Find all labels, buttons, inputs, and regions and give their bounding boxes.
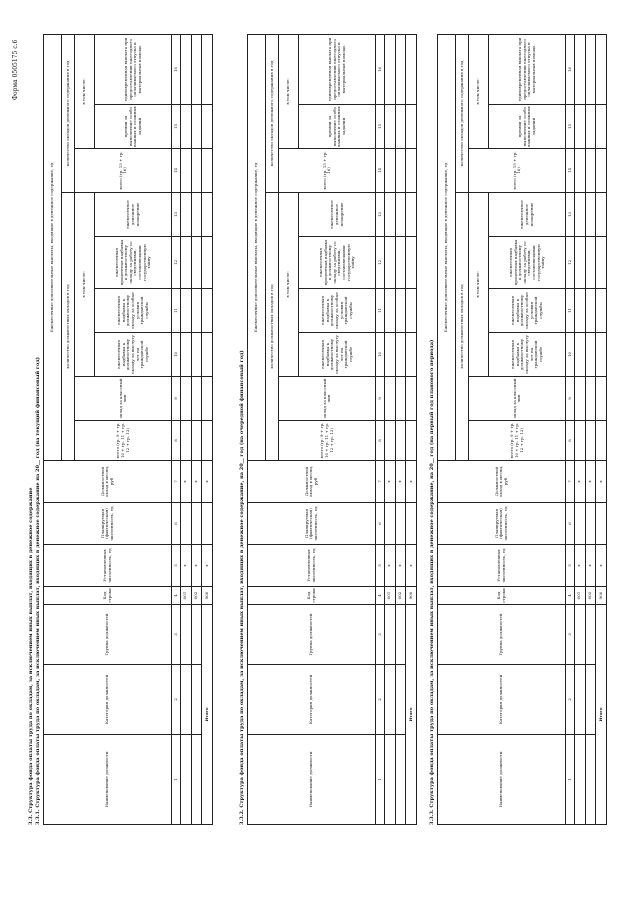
row-code: 900	[406, 587, 417, 605]
x-mark-cell: x	[180, 461, 191, 503]
section-3-3-3	[422, 37, 607, 825]
column-number: 10	[172, 333, 180, 377]
x-mark-cell: x	[202, 461, 213, 503]
empty-cell	[180, 34, 191, 104]
empty-cell	[191, 665, 202, 735]
empty-cell	[574, 333, 585, 377]
col-special-header: ежемесячная надбавка к должностному окладу за особые условия гражданской службы	[489, 289, 566, 333]
col-name-header: Наименование должности	[44, 735, 172, 825]
col-salary-header: Должностной оклад в месяц, руб	[438, 461, 566, 503]
column-number: 10	[376, 333, 384, 377]
empty-cell	[191, 605, 202, 665]
empty-cell	[202, 421, 213, 461]
column-number: 16	[172, 34, 180, 104]
column-number: 13	[566, 193, 574, 237]
quantity-salaries-header: количество должностных окладов в год	[61, 193, 74, 461]
section-heading: 3.3. Структура фонда оплаты труда по окладам, за исключением иных выплат, входящих в денежное содержание	[28, 487, 34, 825]
empty-cell	[574, 735, 585, 825]
empty-cell	[395, 421, 406, 461]
col-established-header: Установленная численность, ед	[438, 545, 566, 587]
empty-cell	[574, 605, 585, 665]
column-number: 2	[376, 665, 384, 735]
empty-cell	[180, 421, 191, 461]
empty-cell	[395, 105, 406, 149]
section-subheading: 3.3.3. Структура фонда оплаты труда по окладам, за исключением иных выплат, входящих в денежное содержание, на 20__ год (на первый год планового периода)	[429, 339, 435, 825]
empty-cell	[585, 377, 596, 421]
empty-cell	[596, 333, 607, 377]
col-planned-header: Планируемая (фактическая) численность, ед	[438, 503, 566, 545]
empty-cell	[191, 193, 202, 237]
empty-cell	[574, 149, 585, 193]
section-subheading: 3.3.2. Структура фонда оплаты труда по окладам, за исключением иных выплат, входящих в денежное содержание, на 20__ год (на очередной финансовый год)	[239, 350, 245, 825]
empty-cell	[406, 34, 417, 104]
empty-cell	[384, 377, 395, 421]
empty-cell	[384, 237, 395, 289]
empty-cell	[202, 237, 213, 289]
row-code: 001	[180, 587, 191, 605]
empty-cell	[191, 333, 202, 377]
column-number: 6	[376, 503, 384, 545]
in-that-header-b: в том числе:	[74, 34, 94, 148]
column-number: 7	[172, 461, 180, 503]
col-material-header: единовременная выплата при предоставлении ежегодного оплачиваемого отпуска и материальная помощь	[95, 34, 172, 104]
empty-cell	[406, 149, 417, 193]
column-number: 3	[172, 605, 180, 665]
col-special-header: ежемесячная надбавка к должностному окладу за особые условия гражданской службы	[299, 289, 376, 333]
empty-cell	[180, 237, 191, 289]
empty-cell	[585, 149, 596, 193]
empty-cell	[384, 34, 395, 104]
column-number: 16	[566, 34, 574, 104]
empty-cell	[180, 289, 191, 333]
x-mark-cell: x	[191, 545, 202, 587]
column-number: 12	[566, 237, 574, 289]
x-mark-cell: x	[191, 461, 202, 503]
empty-cell	[202, 105, 213, 149]
empty-cell	[202, 503, 213, 545]
empty-cell	[585, 105, 596, 149]
empty-cell	[596, 503, 607, 545]
total-label: Итого	[596, 605, 607, 825]
empty-cell	[191, 377, 202, 421]
empty-cell	[406, 503, 417, 545]
col-bonus-header: ежемесячное денежное поощрение	[299, 193, 376, 237]
x-mark-cell: x	[202, 545, 213, 587]
col-category-header: Категория должностей	[44, 665, 172, 735]
empty-cell	[574, 503, 585, 545]
col-group-header: Группа должностей	[438, 605, 566, 665]
x-mark-cell: x	[384, 545, 395, 587]
empty-cell	[395, 605, 406, 665]
empty-cell	[585, 289, 596, 333]
empty-cell	[191, 503, 202, 545]
column-number: 9	[172, 377, 180, 421]
column-number: 5	[376, 545, 384, 587]
column-number: 13	[376, 193, 384, 237]
empty-cell	[596, 421, 607, 461]
empty-cell	[191, 289, 202, 333]
col-class-header: оклад за классный чин	[74, 377, 172, 421]
empty-cell	[191, 735, 202, 825]
x-mark-cell: x	[596, 545, 607, 587]
empty-cell	[395, 237, 406, 289]
x-mark-cell: x	[406, 545, 417, 587]
empty-cell	[395, 333, 406, 377]
column-number: 1	[376, 735, 384, 825]
row-code: 002	[395, 587, 406, 605]
empty-cell	[406, 193, 417, 237]
col-established-header: Установленная численность, ед	[248, 545, 376, 587]
empty-cell	[574, 421, 585, 461]
col-code-header: Код строки	[438, 587, 566, 605]
empty-cell	[574, 193, 585, 237]
empty-cell	[384, 421, 395, 461]
empty-cell	[191, 237, 202, 289]
quantity-salaries-header: количество должностных окладов в год	[455, 193, 468, 461]
col-total-b-header: всего (гр. 15 + гр. 16)	[278, 149, 376, 193]
col-total-a-header: всего (гр. 9 + гр. 10 + гр. 11 + гр. 12 + гр. 13)	[278, 421, 376, 461]
row-code: 900	[202, 587, 213, 605]
salary-structure-table	[43, 34, 213, 825]
empty-cell	[191, 149, 202, 193]
col-special-header: ежемесячная надбавка к должностному окладу за особые условия гражданской службы	[95, 289, 172, 333]
column-number: 14	[172, 149, 180, 193]
empty-cell	[180, 605, 191, 665]
empty-cell	[395, 193, 406, 237]
quantity-extra-header: количество окладов денежного содержания в год	[265, 34, 278, 192]
empty-cell	[596, 105, 607, 149]
col-code-header: Код строки	[248, 587, 376, 605]
column-number: 12	[376, 237, 384, 289]
column-number: 15	[376, 105, 384, 149]
empty-cell	[585, 34, 596, 104]
column-number: 14	[376, 149, 384, 193]
column-number: 8	[376, 421, 384, 461]
x-mark-cell: x	[585, 461, 596, 503]
col-salary-header: Должностной оклад в месяц, руб	[44, 461, 172, 503]
empty-cell	[180, 105, 191, 149]
extra-payments-group-header: Ежемесячные дополнительные выплаты, входящие в денежное содержание, ед	[248, 34, 266, 460]
col-name-header: Наименование должности	[438, 735, 566, 825]
empty-cell	[384, 503, 395, 545]
x-mark-cell: x	[395, 545, 406, 587]
salary-structure-table	[247, 34, 417, 825]
col-total-b-header: всего (гр. 15 + гр. 16)	[74, 149, 172, 193]
quantity-extra-header: количество окладов денежного содержания в год	[455, 34, 468, 192]
empty-cell	[395, 34, 406, 104]
column-number: 11	[566, 289, 574, 333]
col-premium-header: премии за выполнение особо важных и сложных заданий	[95, 105, 172, 149]
empty-cell	[384, 105, 395, 149]
row-code: 001	[574, 587, 585, 605]
empty-cell	[406, 421, 417, 461]
empty-cell	[202, 289, 213, 333]
col-secret-header: ежемесячная процентная надбавка к должностному окладу за работу со сведениями, составляющими государственную тайну	[95, 237, 172, 289]
x-mark-cell: x	[395, 461, 406, 503]
empty-cell	[191, 34, 202, 104]
col-group-header: Группа должностей	[248, 605, 376, 665]
col-category-header: Категория должностей	[248, 665, 376, 735]
in-that-header: в том числе:	[74, 193, 94, 377]
col-class-header: оклад за классный чин	[278, 377, 376, 421]
empty-cell	[406, 333, 417, 377]
empty-cell	[406, 377, 417, 421]
section-3-3-1	[28, 37, 213, 825]
empty-cell	[180, 193, 191, 237]
empty-cell	[585, 503, 596, 545]
empty-cell	[191, 421, 202, 461]
col-seniority-header: ежемесячная надбавка к должностному окладу за выслугу лет на гражданской службе	[95, 333, 172, 377]
empty-cell	[384, 735, 395, 825]
quantity-salaries-header: количество должностных окладов в год	[265, 193, 278, 461]
empty-cell	[585, 735, 596, 825]
row-code: 001	[384, 587, 395, 605]
salary-structure-table	[437, 34, 607, 825]
empty-cell	[395, 149, 406, 193]
x-mark-cell: x	[574, 461, 585, 503]
empty-cell	[180, 333, 191, 377]
column-number: 14	[566, 149, 574, 193]
empty-cell	[574, 34, 585, 104]
column-number: 9	[376, 377, 384, 421]
column-number: 8	[566, 421, 574, 461]
col-name-header: Наименование должности	[248, 735, 376, 825]
empty-cell	[585, 193, 596, 237]
empty-cell	[384, 333, 395, 377]
empty-cell	[384, 289, 395, 333]
column-number: 8	[172, 421, 180, 461]
empty-cell	[596, 377, 607, 421]
column-number: 6	[566, 503, 574, 545]
empty-cell	[384, 149, 395, 193]
in-that-header-b: в том числе:	[278, 34, 298, 148]
column-number: 1	[566, 735, 574, 825]
x-mark-cell: x	[596, 461, 607, 503]
empty-cell	[596, 34, 607, 104]
section-subheading: 3.3.1. Структура фонда оплаты труда по окладам, за исключением иных выплат, входящих в денежное содержание на 20__ год (на текущий финансовый год)	[35, 356, 41, 825]
col-seniority-header: ежемесячная надбавка к должностному окладу за выслугу лет на гражданской службе	[489, 333, 566, 377]
col-class-header: оклад за классный чин	[468, 377, 566, 421]
empty-cell	[585, 333, 596, 377]
col-planned-header: Планируемая (фактическая) численность, ед	[248, 503, 376, 545]
column-number: 5	[566, 545, 574, 587]
empty-cell	[395, 665, 406, 735]
extra-payments-group-header: Ежемесячные дополнительные выплаты, входящие в денежное содержание, ед	[438, 34, 456, 460]
row-code: 002	[585, 587, 596, 605]
empty-cell	[574, 377, 585, 421]
col-total-b-header: всего (гр. 15 + гр. 16)	[468, 149, 566, 193]
col-secret-header: ежемесячная процентная надбавка к должностному окладу за работу со сведениями, составляющими государственную тайну	[489, 237, 566, 289]
empty-cell	[191, 105, 202, 149]
empty-cell	[596, 237, 607, 289]
empty-cell	[596, 289, 607, 333]
empty-cell	[180, 503, 191, 545]
empty-cell	[574, 665, 585, 735]
column-number: 2	[172, 665, 180, 735]
column-number: 7	[566, 461, 574, 503]
in-that-header: в том числе:	[468, 193, 488, 377]
quantity-extra-header: количество окладов денежного содержания в год	[61, 34, 74, 192]
column-number: 7	[376, 461, 384, 503]
empty-cell	[384, 665, 395, 735]
section-3-3-2	[232, 37, 417, 825]
column-number: 10	[566, 333, 574, 377]
col-total-a-header: всего (гр. 9 + гр. 10 + гр. 11 + гр. 12 + гр. 13)	[74, 421, 172, 461]
x-mark-cell: x	[180, 545, 191, 587]
column-number: 12	[172, 237, 180, 289]
empty-cell	[202, 193, 213, 237]
in-that-header: в том числе:	[278, 193, 298, 377]
col-premium-header: премии за выполнение особо важных и сложных заданий	[489, 105, 566, 149]
empty-cell	[585, 605, 596, 665]
col-group-header: Группа должностей	[44, 605, 172, 665]
col-material-header: единовременная выплата при предоставлении ежегодного оплачиваемого отпуска и материальная помощь	[489, 34, 566, 104]
col-code-header: Код строки	[44, 587, 172, 605]
column-number: 2	[566, 665, 574, 735]
empty-cell	[384, 605, 395, 665]
column-number: 15	[566, 105, 574, 149]
total-label: Итого	[406, 605, 417, 825]
column-number: 16	[376, 34, 384, 104]
empty-cell	[596, 193, 607, 237]
column-number: 3	[376, 605, 384, 665]
extra-payments-group-header: Ежемесячные дополнительные выплаты, входящие в денежное содержание, ед	[44, 34, 62, 460]
empty-cell	[180, 149, 191, 193]
empty-cell	[202, 34, 213, 104]
empty-cell	[585, 237, 596, 289]
total-label: Итого	[202, 605, 213, 825]
empty-cell	[180, 735, 191, 825]
empty-cell	[574, 237, 585, 289]
col-total-a-header: всего (гр. 9 + гр. 10 + гр. 11 + гр. 12 + гр. 13)	[468, 421, 566, 461]
empty-cell	[395, 377, 406, 421]
col-planned-header: Планируемая (фактическая) численность, ед	[44, 503, 172, 545]
empty-cell	[596, 149, 607, 193]
column-number: 11	[172, 289, 180, 333]
empty-cell	[180, 377, 191, 421]
column-number: 5	[172, 545, 180, 587]
column-number: 9	[566, 377, 574, 421]
col-seniority-header: ежемесячная надбавка к должностному окладу за выслугу лет на гражданской службе	[299, 333, 376, 377]
empty-cell	[406, 289, 417, 333]
empty-cell	[406, 105, 417, 149]
empty-cell	[574, 105, 585, 149]
col-category-header: Категория должностей	[438, 665, 566, 735]
empty-cell	[395, 503, 406, 545]
column-number: 4	[566, 587, 574, 605]
form-number: Форма 0505175 с.6	[12, 39, 19, 100]
empty-cell	[202, 333, 213, 377]
row-code: 900	[596, 587, 607, 605]
col-material-header: единовременная выплата при предоставлении ежегодного оплачиваемого отпуска и материальная помощь	[299, 34, 376, 104]
column-number: 1	[172, 735, 180, 825]
col-secret-header: ежемесячная процентная надбавка к должностному окладу за работу со сведениями, составляющими государственную тайну	[299, 237, 376, 289]
x-mark-cell: x	[406, 461, 417, 503]
empty-cell	[384, 193, 395, 237]
col-premium-header: премии за выполнение особо важных и сложных заданий	[299, 105, 376, 149]
col-established-header: Установленная численность, ед	[44, 545, 172, 587]
row-code: 002	[191, 587, 202, 605]
column-number: 4	[172, 587, 180, 605]
empty-cell	[585, 421, 596, 461]
empty-cell	[202, 377, 213, 421]
empty-cell	[406, 237, 417, 289]
empty-cell	[180, 665, 191, 735]
x-mark-cell: x	[574, 545, 585, 587]
column-number: 4	[376, 587, 384, 605]
col-bonus-header: ежемесячное денежное поощрение	[489, 193, 566, 237]
column-number: 15	[172, 105, 180, 149]
x-mark-cell: x	[384, 461, 395, 503]
col-bonus-header: ежемесячное денежное поощрение	[95, 193, 172, 237]
x-mark-cell: x	[585, 545, 596, 587]
empty-cell	[202, 149, 213, 193]
column-number: 11	[376, 289, 384, 333]
in-that-header-b: в том числе:	[468, 34, 488, 148]
column-number: 3	[566, 605, 574, 665]
empty-cell	[395, 735, 406, 825]
col-salary-header: Должностной оклад в месяц, руб	[248, 461, 376, 503]
column-number: 13	[172, 193, 180, 237]
column-number: 6	[172, 503, 180, 545]
empty-cell	[395, 289, 406, 333]
empty-cell	[585, 665, 596, 735]
empty-cell	[574, 289, 585, 333]
